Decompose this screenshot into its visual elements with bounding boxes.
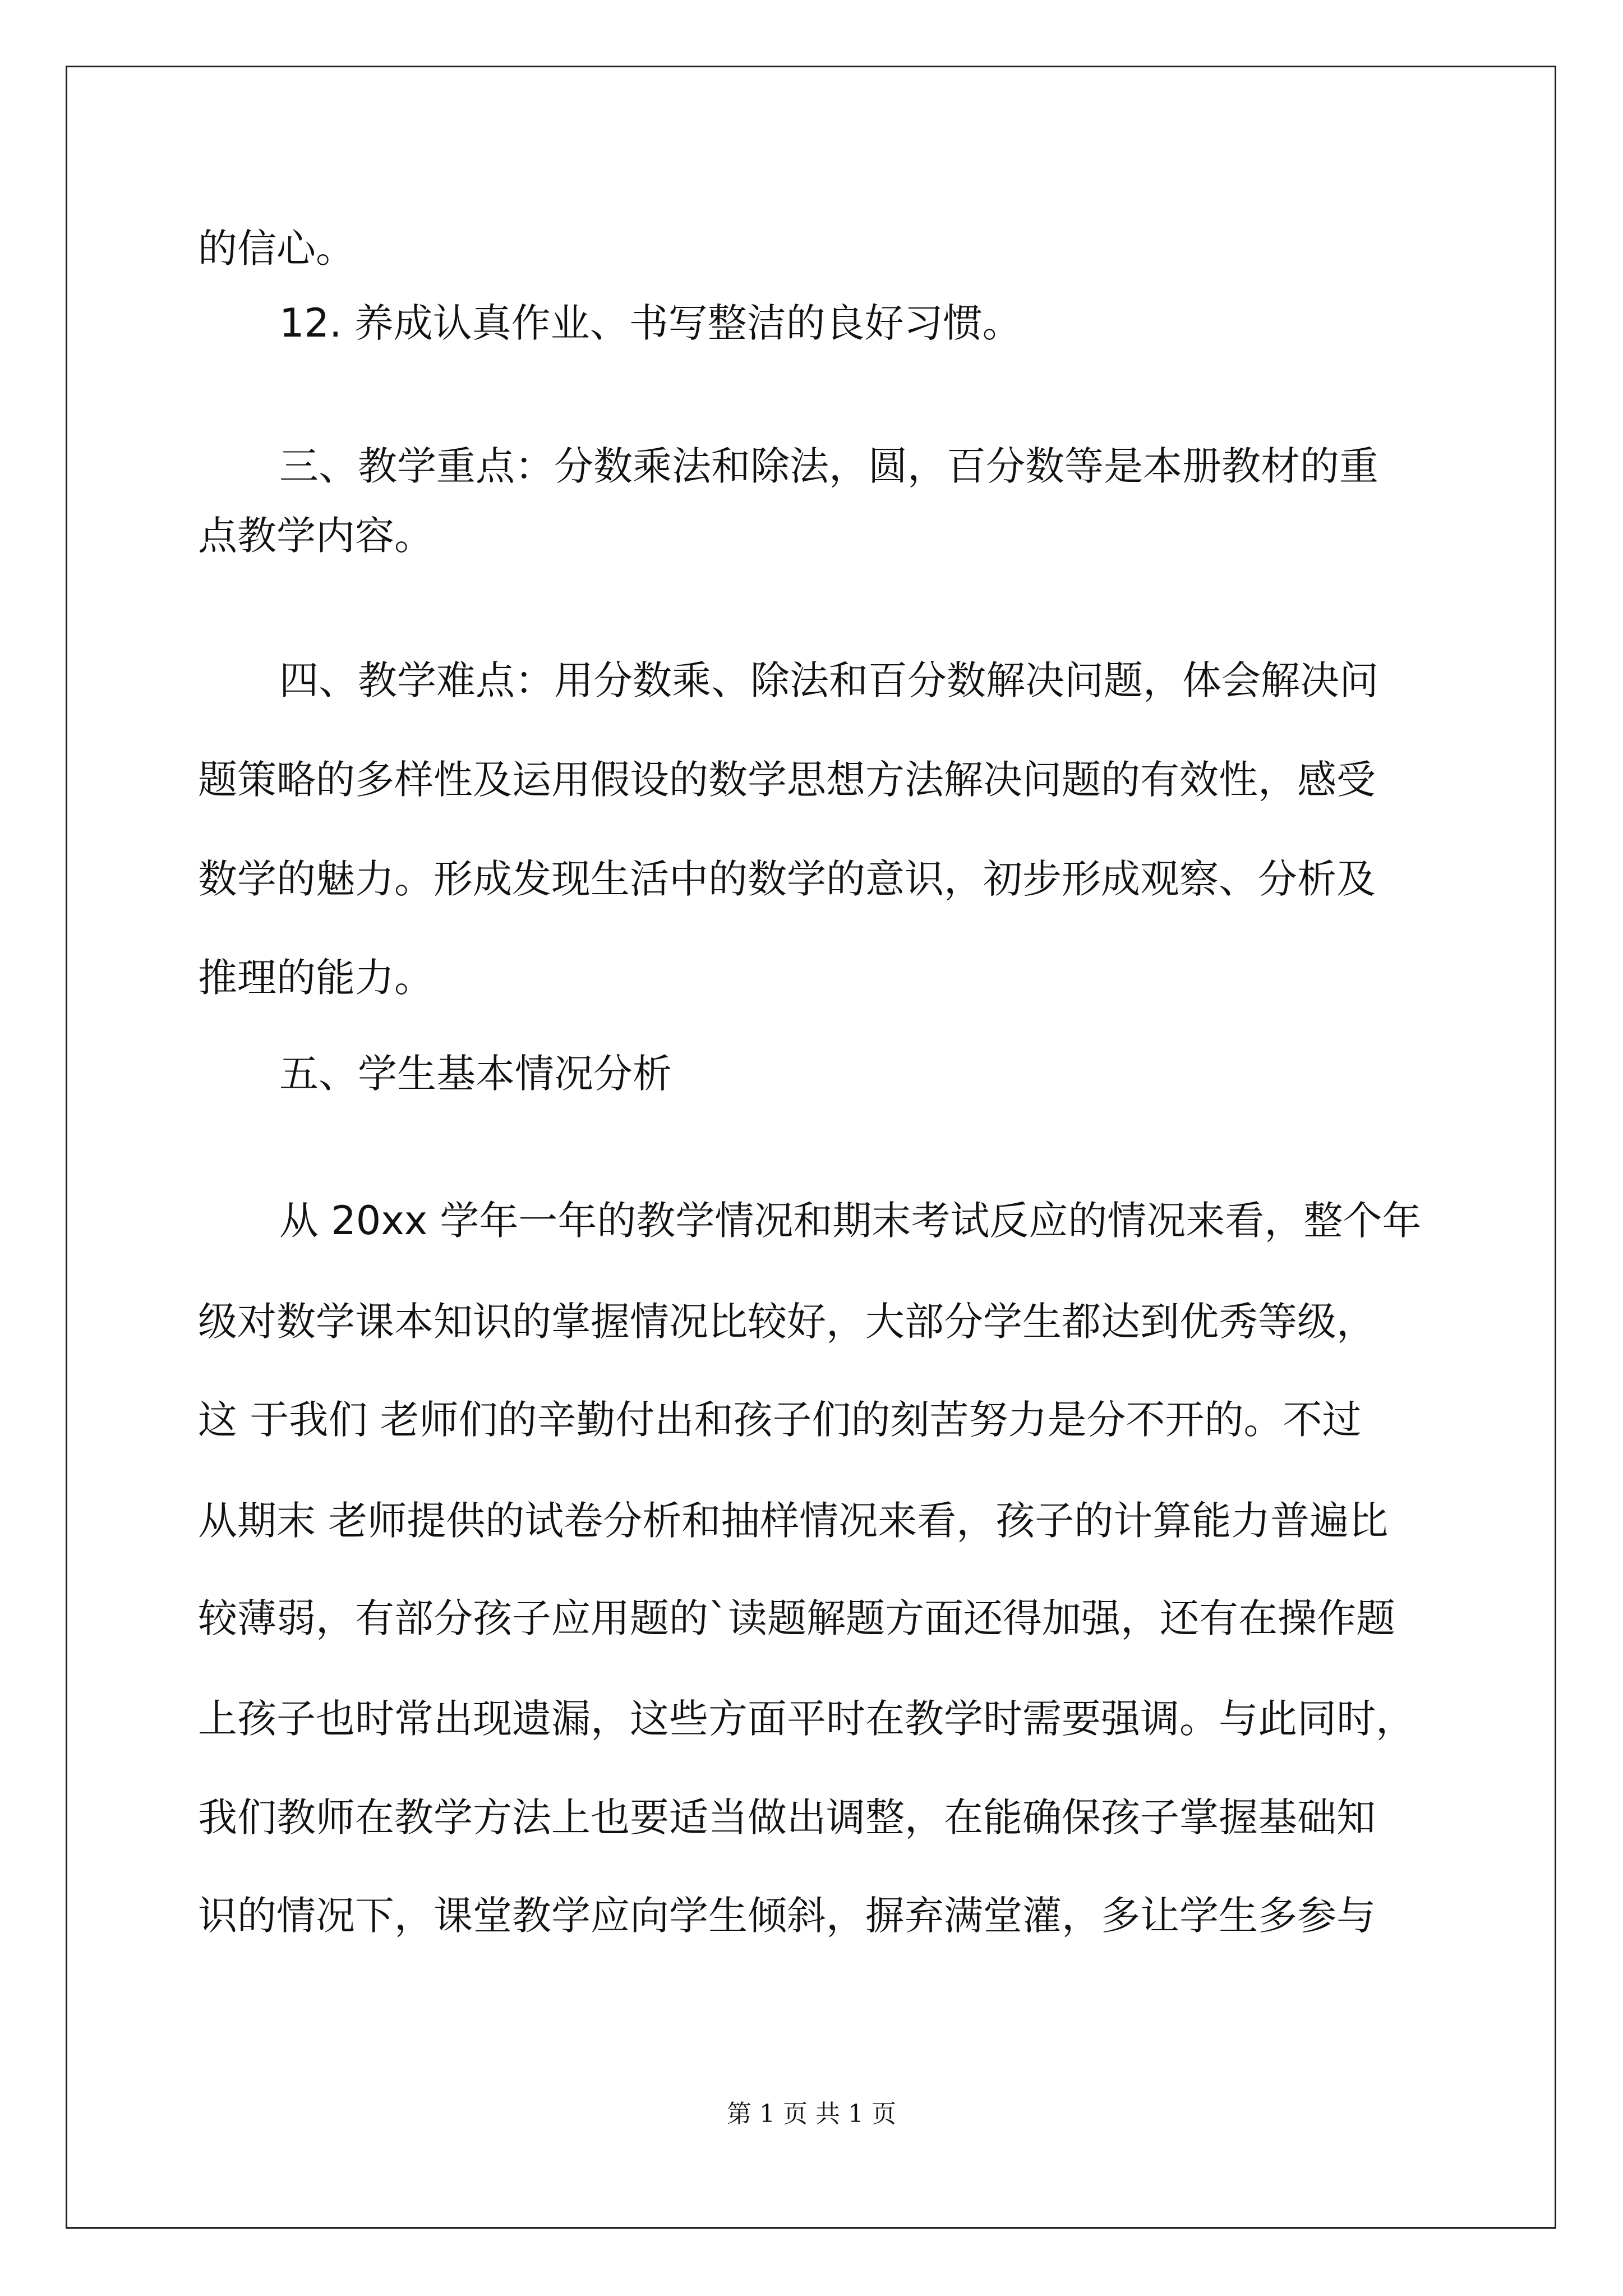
- section-heading: 五、学生基本情况分析: [279, 1051, 672, 1097]
- text-line: 级对数学课本知识的掌握情况比较好，大部分学生都达到优秀等级，: [198, 1299, 1376, 1345]
- page-footer: 第 1 页 共 1 页: [727, 2100, 896, 2128]
- text-line: 数学的魅力。形成发现生活中的数学的意识，初步形成观察、分析及: [198, 856, 1376, 902]
- text-line: 从 20xx 学年一年的教学情况和期末考试反应的情况来看，整个年: [279, 1198, 1422, 1244]
- text-line: 我们教师在教学方法上也要适当做出调整，在能确保孩子掌握基础知: [198, 1795, 1376, 1841]
- text-line: 点教学内容。: [198, 513, 434, 559]
- text-line: 这 于我们 老师们的辛勤付出和孩子们的刻苦努力是分不开的。不过: [198, 1397, 1362, 1443]
- text-line: 识的情况下，课堂教学应向学生倾斜，摒弃满堂灌，多让学生多参与: [198, 1893, 1376, 1939]
- text-line: 题策略的多样性及运用假设的数学思想方法解决问题的有效性，感受: [198, 757, 1376, 803]
- text-line: 较薄弱，有部分孩子应用题的`读题解题方面还得加强，还有在操作题: [198, 1595, 1395, 1641]
- text-line: 12. 养成认真作业、书写整洁的良好习惯。: [279, 300, 1022, 346]
- text-line: 推理的能力。: [198, 955, 434, 1001]
- text-line: 的信心。: [198, 226, 355, 272]
- text-line: 四、教学难点：用分数乘、除法和百分数解决问题，体会解决问: [279, 657, 1378, 703]
- text-line: 三、教学重点：分数乘法和除法，圆，百分数等是本册教材的重: [279, 443, 1378, 489]
- text-line: 上孩子也时常出现遗漏，这些方面平时在教学时需要强调。与此同时，: [198, 1696, 1415, 1742]
- text-line: 从期末 老师提供的试卷分析和抽样情况来看，孩子的计算能力普遍比: [198, 1498, 1389, 1544]
